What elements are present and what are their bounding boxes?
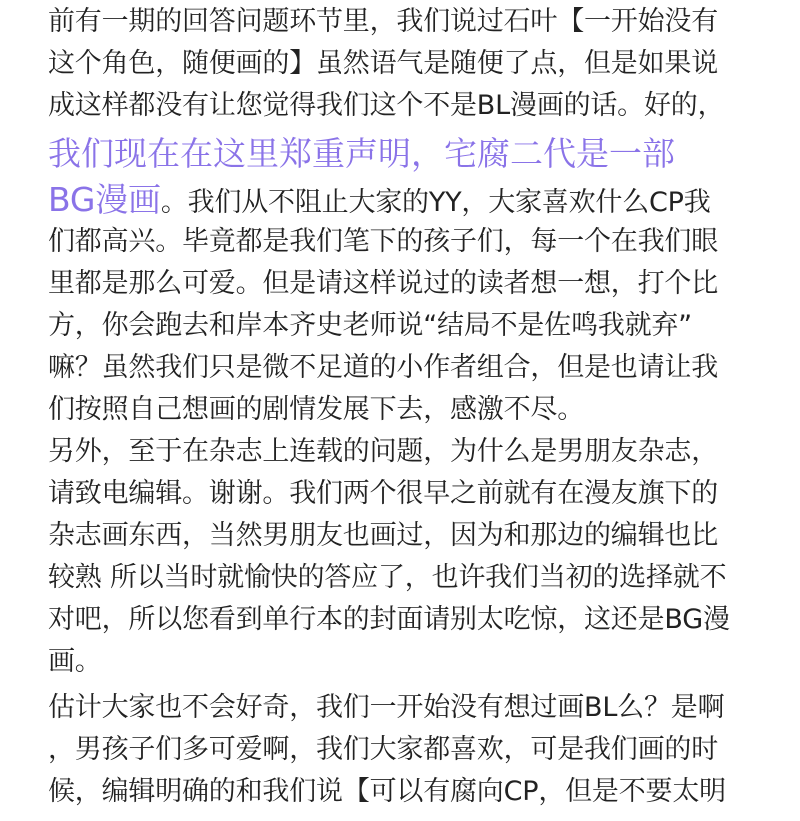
text-line: 画。	[48, 646, 102, 677]
highlighted-statement: 我们现在在这里郑重声明，宅腐二代是一部	[48, 134, 675, 173]
text-line: 这个角色，随便画的】虽然语气是随便了点，但是如果说	[48, 48, 718, 79]
text-line: 杂志画东西，当然男朋友也画过，因为和那边的编辑也比	[48, 520, 718, 551]
text-line: 较熟 所以当时就愉快的答应了，也许我们当初的选择就不	[48, 562, 727, 593]
text-line: 方，你会跑去和岸本齐史老师说“结局不是佐鸣我就弃”	[48, 310, 692, 341]
text-line: 里都是那么可爱。但是请这样说过的读者想一想，打个比	[48, 268, 718, 299]
text-span: 。我们从不阻止大家的YY，大家喜欢什么CP我	[160, 187, 711, 218]
text-line: 前有一期的回答问题环节里，我们说过石叶【一开始没有	[48, 6, 718, 37]
text-line: 请致电编辑。谢谢。我们两个很早之前就有在漫友旗下的	[48, 478, 718, 509]
highlighted-statement-end: BG漫画	[48, 180, 161, 219]
text-line: 候，编辑明确的和我们说【可以有腐向CP，但是不要太明	[48, 776, 726, 807]
text-line: ，男孩子们多可爱啊，我们大家都喜欢，可是我们画的时	[48, 734, 718, 765]
mixed-line	[48, 180, 711, 220]
text-line: 嘛？虽然我们只是微不足道的小作者组合，但是也请让我	[48, 352, 718, 383]
text-line: 估计大家也不会好奇，我们一开始没有想过画BL么？是啊	[48, 692, 725, 723]
text-line: 成这样都没有让您觉得我们这个不是BL漫画的话。好的，	[48, 90, 725, 121]
text-line: 对吧，所以您看到单行本的封面请别太吃惊，这还是BG漫	[48, 604, 730, 635]
text-line: 们都高兴。毕竟都是我们笔下的孩子们，每一个在我们眼	[48, 226, 718, 257]
text-line: 另外，至于在杂志上连载的问题，为什么是男朋友杂志，	[48, 436, 718, 467]
text-line: 们按照自己想画的剧情发展下去，感激不尽。	[48, 394, 584, 425]
